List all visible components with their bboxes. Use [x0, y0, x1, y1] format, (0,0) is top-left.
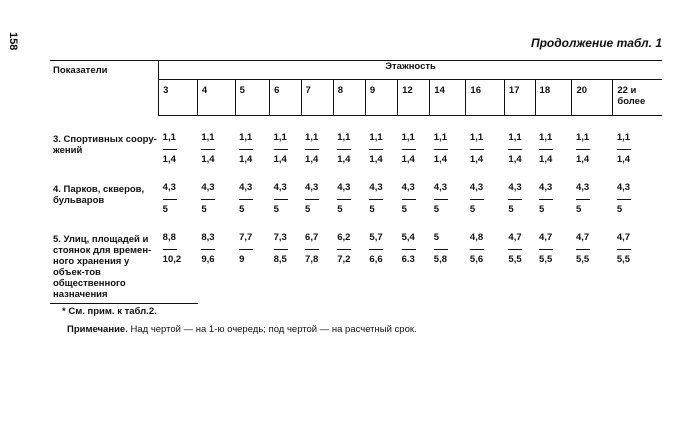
fraction-bar [470, 249, 484, 250]
fraction-bar [470, 199, 484, 200]
fraction-bar [239, 149, 253, 150]
fraction [617, 232, 631, 266]
fraction [239, 232, 253, 266]
design-term-value: 5 [369, 204, 375, 215]
design-term-value: 5,5 [508, 254, 522, 265]
first-stage-value: 8,8 [162, 232, 176, 243]
fraction-bar [201, 249, 215, 250]
first-stage-value: 4,3 [162, 182, 176, 193]
fraction-bar [508, 149, 522, 150]
design-term-value: 9 [239, 254, 245, 265]
value-cell [613, 166, 662, 216]
first-stage-value: 4,3 [433, 182, 447, 193]
fraction-bar [402, 249, 416, 250]
fraction-bar [201, 199, 215, 200]
note-text: Над чертой — на 1-ю очередь; под чертой — на расчетный срок. [130, 324, 417, 335]
design-term-value: 5 [239, 204, 245, 215]
row-label: 3. Спортивных соору-жений [53, 133, 157, 156]
first-stage-value: 1,1 [337, 132, 351, 143]
first-stage-value: 4,3 [239, 182, 253, 193]
floors-header: Этажность [159, 61, 662, 80]
fraction-bar [470, 149, 484, 150]
design-term-value: 7,2 [337, 254, 351, 265]
design-term-value: 5,5 [539, 254, 553, 265]
first-stage-value: 1,1 [369, 132, 383, 143]
footnote: * См. прим. к табл.2. [62, 306, 157, 317]
fraction [539, 182, 553, 216]
fraction [274, 182, 288, 216]
column-header: 14 [430, 80, 466, 116]
fraction [163, 182, 177, 216]
table-caption: Продолжение табл. 1 [530, 36, 662, 50]
row-label: 5. Улиц, площадей и стоянок для времен-ного хранения у объек-тов общественного назначения [53, 234, 152, 300]
value-cell [535, 216, 572, 300]
first-stage-value: 5,7 [369, 232, 383, 243]
value-cell [270, 166, 301, 216]
value-cell [504, 216, 535, 300]
fraction [201, 132, 215, 166]
first-stage-value: 1,1 [305, 132, 319, 143]
column-header: 5 [235, 80, 270, 116]
design-term-value: 1,4 [575, 154, 590, 165]
note-label: Примечание. [67, 324, 128, 335]
design-term-value: 5,5 [575, 254, 590, 265]
first-stage-value: 6,7 [305, 232, 319, 243]
first-stage-value: 7,7 [239, 232, 253, 243]
first-stage-value: 1,1 [239, 132, 253, 143]
value-cell [235, 116, 270, 167]
value-cell [197, 116, 235, 167]
value-cell [430, 166, 466, 216]
fraction-bar [539, 199, 553, 200]
fraction-bar [305, 199, 319, 200]
design-term-value: 5 [305, 204, 311, 215]
first-stage-value: 4,7 [616, 232, 631, 243]
first-stage-value: 4,3 [369, 182, 383, 193]
value-cell [572, 216, 613, 300]
fraction-bar [274, 149, 288, 150]
fraction [508, 132, 522, 166]
value-cell [365, 116, 397, 167]
value-cell [572, 166, 613, 216]
design-term-value: 6.3 [401, 254, 415, 265]
design-term-value: 5 [575, 204, 582, 215]
table-head [50, 61, 662, 116]
fraction-bar [617, 199, 631, 200]
fraction [274, 232, 288, 266]
design-term-value: 8,5 [273, 254, 287, 265]
fraction-bar [337, 199, 351, 200]
fraction [402, 232, 416, 266]
fraction-bar [576, 199, 590, 200]
fraction-bar [337, 149, 351, 150]
fraction-bar [305, 249, 319, 250]
design-term-value: 5 [337, 204, 343, 215]
design-term-value: 1,4 [162, 154, 176, 165]
table-row [50, 166, 662, 216]
column-header: 8 [333, 80, 365, 116]
design-term-value: 5 [162, 204, 168, 215]
column-header: 4 [197, 80, 235, 116]
fraction [163, 132, 177, 166]
fraction-bar [434, 199, 448, 200]
fraction [305, 182, 319, 216]
indicators-header: Показатели [53, 65, 108, 76]
fraction-bar [239, 199, 253, 200]
fraction [337, 132, 351, 166]
fraction [239, 132, 253, 166]
value-cell [235, 216, 270, 300]
fraction [305, 232, 319, 266]
column-header: 20 [572, 80, 613, 116]
design-term-value: 5,6 [469, 254, 484, 265]
fraction [508, 232, 522, 266]
fraction [369, 232, 383, 266]
value-cell [398, 116, 430, 167]
fraction [163, 232, 182, 266]
first-stage-value: 1,1 [201, 132, 215, 143]
design-term-value: 1,4 [508, 154, 522, 165]
value-cell [270, 216, 301, 300]
value-cell [301, 166, 333, 216]
design-term-value: 1,4 [539, 154, 553, 165]
design-term-value: 1,4 [305, 154, 319, 165]
page-number: 158 [7, 32, 19, 51]
design-term-value: 5 [469, 204, 476, 215]
fraction [508, 182, 522, 216]
fraction-bar [434, 249, 448, 250]
first-stage-value: 5,4 [401, 232, 415, 243]
fraction [434, 232, 448, 266]
design-term-value: 5 [616, 204, 623, 215]
fraction-bar [508, 199, 522, 200]
fraction-bar [305, 149, 319, 150]
fraction [305, 132, 319, 166]
fraction [201, 182, 215, 216]
fraction [369, 182, 383, 216]
table-body [50, 116, 662, 301]
design-term-value: 5 [201, 204, 207, 215]
value-cell [333, 216, 365, 300]
fraction [470, 132, 484, 166]
design-term-value: 5,8 [433, 254, 447, 265]
first-stage-value: 1,1 [508, 132, 522, 143]
value-cell [466, 216, 505, 300]
column-header: 18 [535, 80, 572, 116]
value-cell [430, 216, 466, 300]
fraction [470, 182, 484, 216]
first-stage-value: 4,3 [539, 182, 553, 193]
first-stage-value: 5 [433, 232, 440, 243]
value-cell [333, 116, 365, 167]
first-stage-value: 4,3 [201, 182, 215, 193]
fraction-bar [163, 199, 177, 200]
fraction [201, 232, 215, 266]
first-stage-value: 1,1 [273, 132, 287, 143]
fraction [369, 132, 383, 166]
table-row [50, 116, 662, 167]
note [67, 324, 417, 335]
value-cell [613, 116, 662, 167]
column-header: 12 [398, 80, 430, 116]
fraction-bar [617, 149, 631, 150]
fraction-bar [201, 149, 215, 150]
design-term-value: 1,4 [433, 154, 447, 165]
fraction-bar [369, 249, 383, 250]
fraction-bar [539, 249, 553, 250]
column-header: 17 [504, 80, 535, 116]
value-cell [365, 216, 397, 300]
fraction-bar [576, 249, 590, 250]
value-cell [159, 116, 198, 167]
fraction-bar [239, 249, 253, 250]
fraction-bar [369, 199, 383, 200]
value-cell [535, 166, 572, 216]
first-stage-value: 4,7 [575, 232, 590, 243]
fraction [239, 182, 253, 216]
value-cell [235, 166, 270, 216]
value-cell [430, 116, 466, 167]
value-cell [466, 116, 505, 167]
value-cell [398, 216, 430, 300]
design-term-value: 1,4 [337, 154, 351, 165]
fraction [617, 182, 631, 216]
design-term-value: 5 [539, 204, 545, 215]
fraction [539, 132, 553, 166]
fraction [470, 232, 484, 266]
first-stage-value: 1,1 [162, 132, 176, 143]
first-stage-value: 4,3 [337, 182, 351, 193]
value-cell [301, 116, 333, 167]
first-stage-value: 4,8 [469, 232, 484, 243]
fraction [539, 232, 553, 266]
first-stage-value: 6,2 [337, 232, 351, 243]
column-header: 3 [159, 80, 198, 116]
first-stage-value: 4,3 [575, 182, 590, 193]
design-term-value: 9,6 [201, 254, 215, 265]
first-stage-value: 1,1 [401, 132, 415, 143]
value-cell [398, 166, 430, 216]
first-stage-value: 1,1 [433, 132, 447, 143]
value-cell [197, 166, 235, 216]
first-stage-value: 1,1 [616, 132, 631, 143]
first-stage-value: 4,7 [508, 232, 522, 243]
value-cell [504, 116, 535, 167]
value-cell [301, 216, 333, 300]
fraction-bar [508, 249, 522, 250]
design-term-value: 1,4 [201, 154, 215, 165]
value-cell [333, 166, 365, 216]
fraction [576, 182, 590, 216]
table-row [50, 216, 662, 300]
first-stage-value: 4,3 [305, 182, 319, 193]
fraction-bar [434, 149, 448, 150]
design-term-value: 1,4 [369, 154, 383, 165]
design-term-value: 1,4 [401, 154, 415, 165]
fraction-bar [163, 149, 177, 150]
fraction-bar [402, 199, 416, 200]
design-term-value: 5,5 [616, 254, 631, 265]
fraction-bar [402, 149, 416, 150]
design-term-value: 1,4 [616, 154, 631, 165]
data-table [50, 60, 662, 300]
first-stage-value: 7,3 [273, 232, 287, 243]
first-stage-value: 4,3 [401, 182, 415, 193]
first-stage-value: 8,3 [201, 232, 215, 243]
fraction [337, 232, 351, 266]
footnote-rule [50, 303, 198, 304]
column-header: 22 и более [613, 80, 662, 116]
first-stage-value: 4,7 [539, 232, 553, 243]
fraction [434, 132, 448, 166]
fraction [576, 232, 590, 266]
design-term-value: 5 [433, 204, 440, 215]
design-term-value: 5 [508, 204, 514, 215]
design-term-value: 1,4 [239, 154, 253, 165]
first-stage-value: 4,3 [469, 182, 484, 193]
value-cell [572, 116, 613, 167]
value-cell [159, 216, 198, 300]
column-header: 16 [466, 80, 505, 116]
fraction [434, 182, 448, 216]
design-term-value: 1,4 [273, 154, 287, 165]
fraction-bar [274, 199, 288, 200]
column-header: 6 [270, 80, 301, 116]
row-label: 4. Парков, скверов, бульваров [53, 184, 145, 206]
value-cell [466, 166, 505, 216]
value-cell [613, 216, 662, 300]
fraction [617, 132, 631, 166]
value-cell [504, 166, 535, 216]
value-cell [270, 116, 301, 167]
value-cell [159, 166, 198, 216]
first-stage-value: 4,3 [616, 182, 631, 193]
fraction [274, 132, 288, 166]
design-term-value: 6,6 [369, 254, 383, 265]
fraction-bar [576, 149, 590, 150]
value-cell [197, 216, 235, 300]
first-stage-value: 4,3 [273, 182, 287, 193]
fraction-bar [539, 149, 553, 150]
design-term-value: 5 [273, 204, 279, 215]
design-term-value: 5 [401, 204, 407, 215]
design-term-value: 7,8 [305, 254, 319, 265]
design-term-value: 1,4 [469, 154, 484, 165]
fraction [576, 132, 590, 166]
first-stage-value: 1,1 [469, 132, 484, 143]
fraction [337, 182, 351, 216]
fraction-bar [337, 249, 351, 250]
column-header: 7 [301, 80, 333, 116]
first-stage-value: 1,1 [539, 132, 553, 143]
first-stage-value: 1,1 [575, 132, 590, 143]
fraction [402, 132, 416, 166]
fraction-bar [617, 249, 631, 250]
fraction-bar [274, 249, 288, 250]
first-stage-value: 4,3 [508, 182, 522, 193]
value-cell [535, 116, 572, 167]
fraction-bar [163, 249, 177, 250]
fraction-bar [369, 149, 383, 150]
column-header: 9 [365, 80, 397, 116]
design-term-value: 10,2 [162, 254, 182, 265]
value-cell [365, 166, 397, 216]
fraction [402, 182, 416, 216]
